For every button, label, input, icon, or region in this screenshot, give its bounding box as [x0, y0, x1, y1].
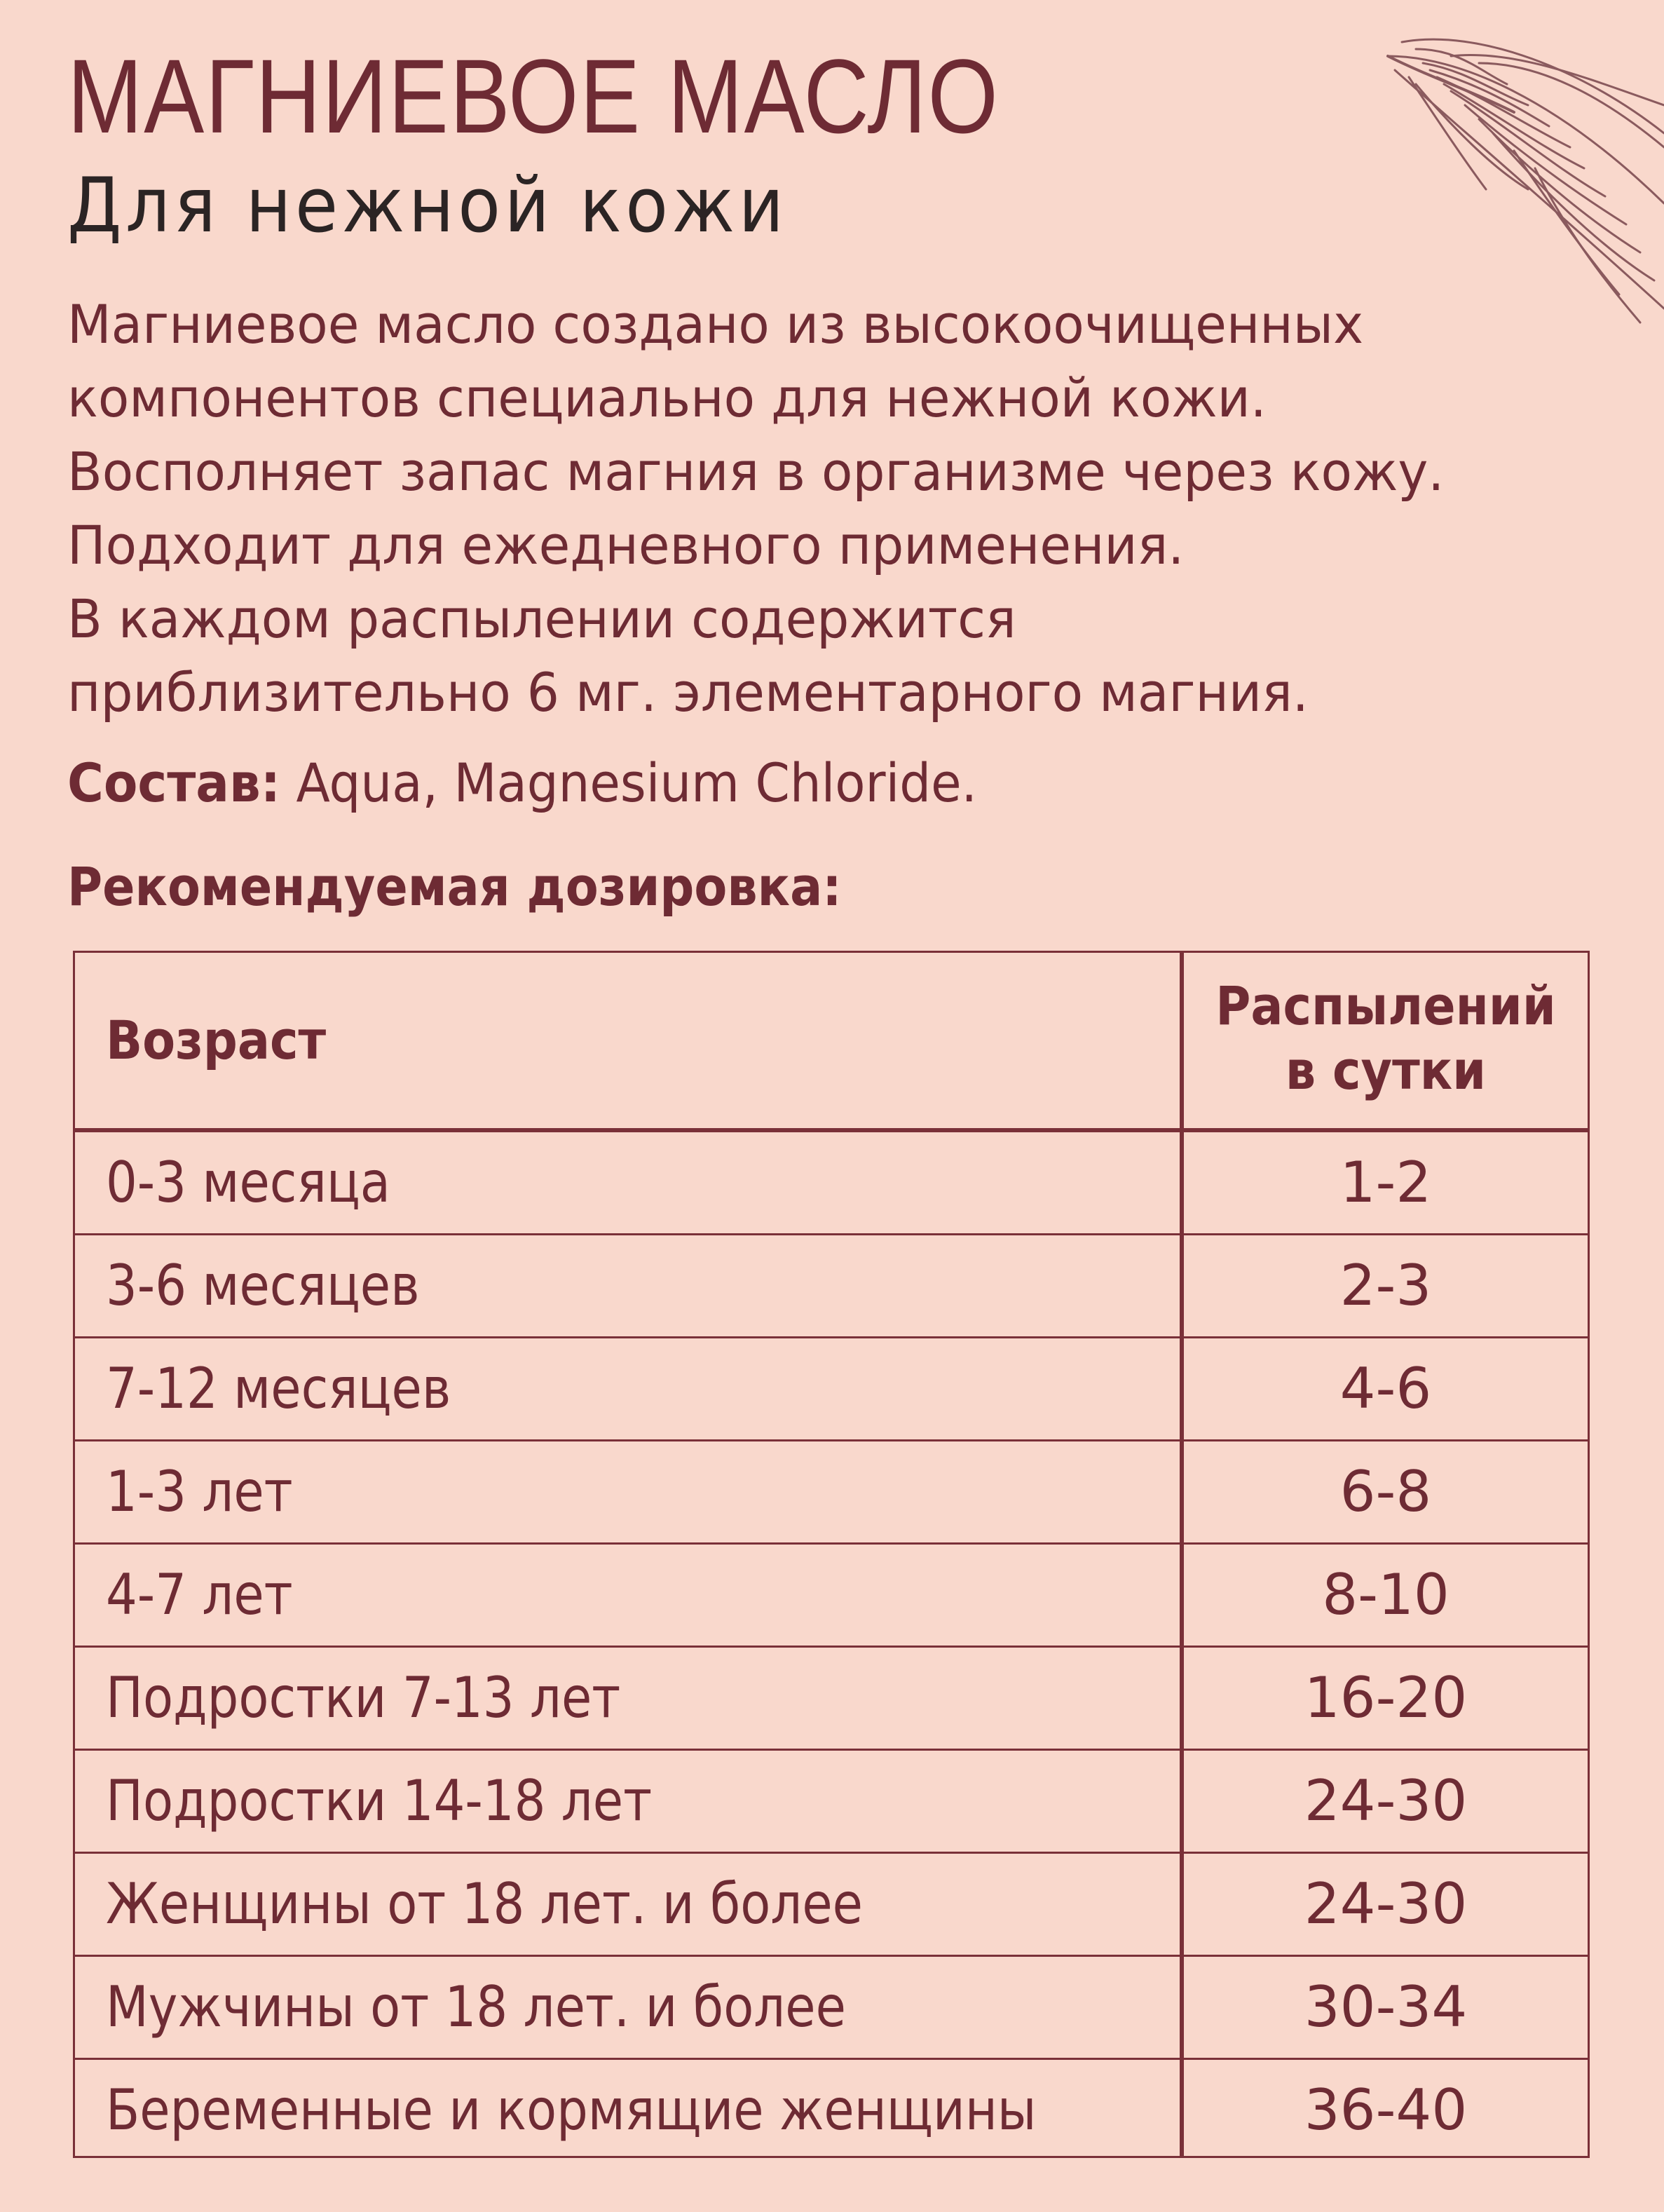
- table-row: [75, 1545, 1588, 1648]
- cell-sprays: 6-8: [1339, 1459, 1432, 1524]
- description-line: Восполняет запас магния в организме через кожу.: [67, 440, 1445, 503]
- cell-sprays: 1-2: [1339, 1150, 1432, 1215]
- page-title: МАГНИЕВОЕ МАСЛО: [67, 37, 1000, 155]
- cell-sprays: 16-20: [1304, 1665, 1468, 1730]
- description: [67, 287, 1637, 729]
- cell-age: Беременные и кормящие женщины: [106, 2077, 1037, 2143]
- table-row: [75, 1957, 1588, 2060]
- description-line: В каждом распылении содержится: [67, 588, 1016, 650]
- description-line: Подходит для ежедневного применения.: [67, 514, 1185, 576]
- cell-age: 1-3 лет: [106, 1459, 293, 1524]
- cell-age: 4-7 лет: [106, 1562, 293, 1627]
- cell-age: Подростки 7-13 лет: [106, 1665, 621, 1730]
- cell-sprays: 2-3: [1339, 1253, 1432, 1318]
- table-body: [75, 1132, 1588, 2163]
- cell-age: 0-3 месяца: [106, 1150, 390, 1215]
- composition-value: Aqua, Magnesium Chloride.: [280, 752, 978, 814]
- cell-sprays: 30-34: [1304, 1974, 1468, 2040]
- column-header-age: Возраст: [106, 1009, 327, 1071]
- composition: [67, 745, 977, 822]
- cell-age: 7-12 месяцев: [106, 1356, 451, 1421]
- table-header: [75, 953, 1588, 1132]
- cell-sprays: 24-30: [1304, 1871, 1468, 1936]
- table-row: [75, 1235, 1588, 1338]
- column-header-sprays-line2: в сутки: [1285, 1039, 1487, 1101]
- dosage-title: Рекомендуемая дозировка:: [67, 855, 842, 918]
- table-row: [75, 1132, 1588, 1235]
- table-row: [75, 1338, 1588, 1441]
- cell-age: 3-6 месяцев: [106, 1253, 420, 1318]
- composition-label: Состав:: [67, 752, 280, 814]
- table-row: [75, 1648, 1588, 1751]
- table-row: [75, 1441, 1588, 1545]
- column-header-sprays: [1184, 974, 1588, 1103]
- cell-age: Женщины от 18 лет. и более: [106, 1871, 863, 1936]
- description-line: Магниевое масло создано из высокоочищенных: [67, 293, 1364, 355]
- table-row: [75, 1854, 1588, 1957]
- cell-sprays: 4-6: [1339, 1356, 1432, 1421]
- table-row: [75, 1751, 1588, 1854]
- description-line: компонентов специально для нежной кожи.: [67, 367, 1267, 429]
- table-row: [75, 2060, 1588, 2163]
- cell-sprays: 8-10: [1322, 1562, 1450, 1627]
- description-line: приблизительно 6 мг. элементарного магния.: [67, 661, 1309, 724]
- cell-age: Мужчины от 18 лет. и более: [106, 1974, 846, 2040]
- cell-sprays: 36-40: [1304, 2077, 1468, 2143]
- cell-age: Подростки 14-18 лет: [106, 1768, 653, 1833]
- column-header-sprays-line1: Распылений: [1215, 975, 1556, 1037]
- cell-sprays: 24-30: [1304, 1768, 1468, 1833]
- page-subtitle: Для нежной кожи: [67, 162, 788, 250]
- dosage-table: [73, 951, 1590, 2158]
